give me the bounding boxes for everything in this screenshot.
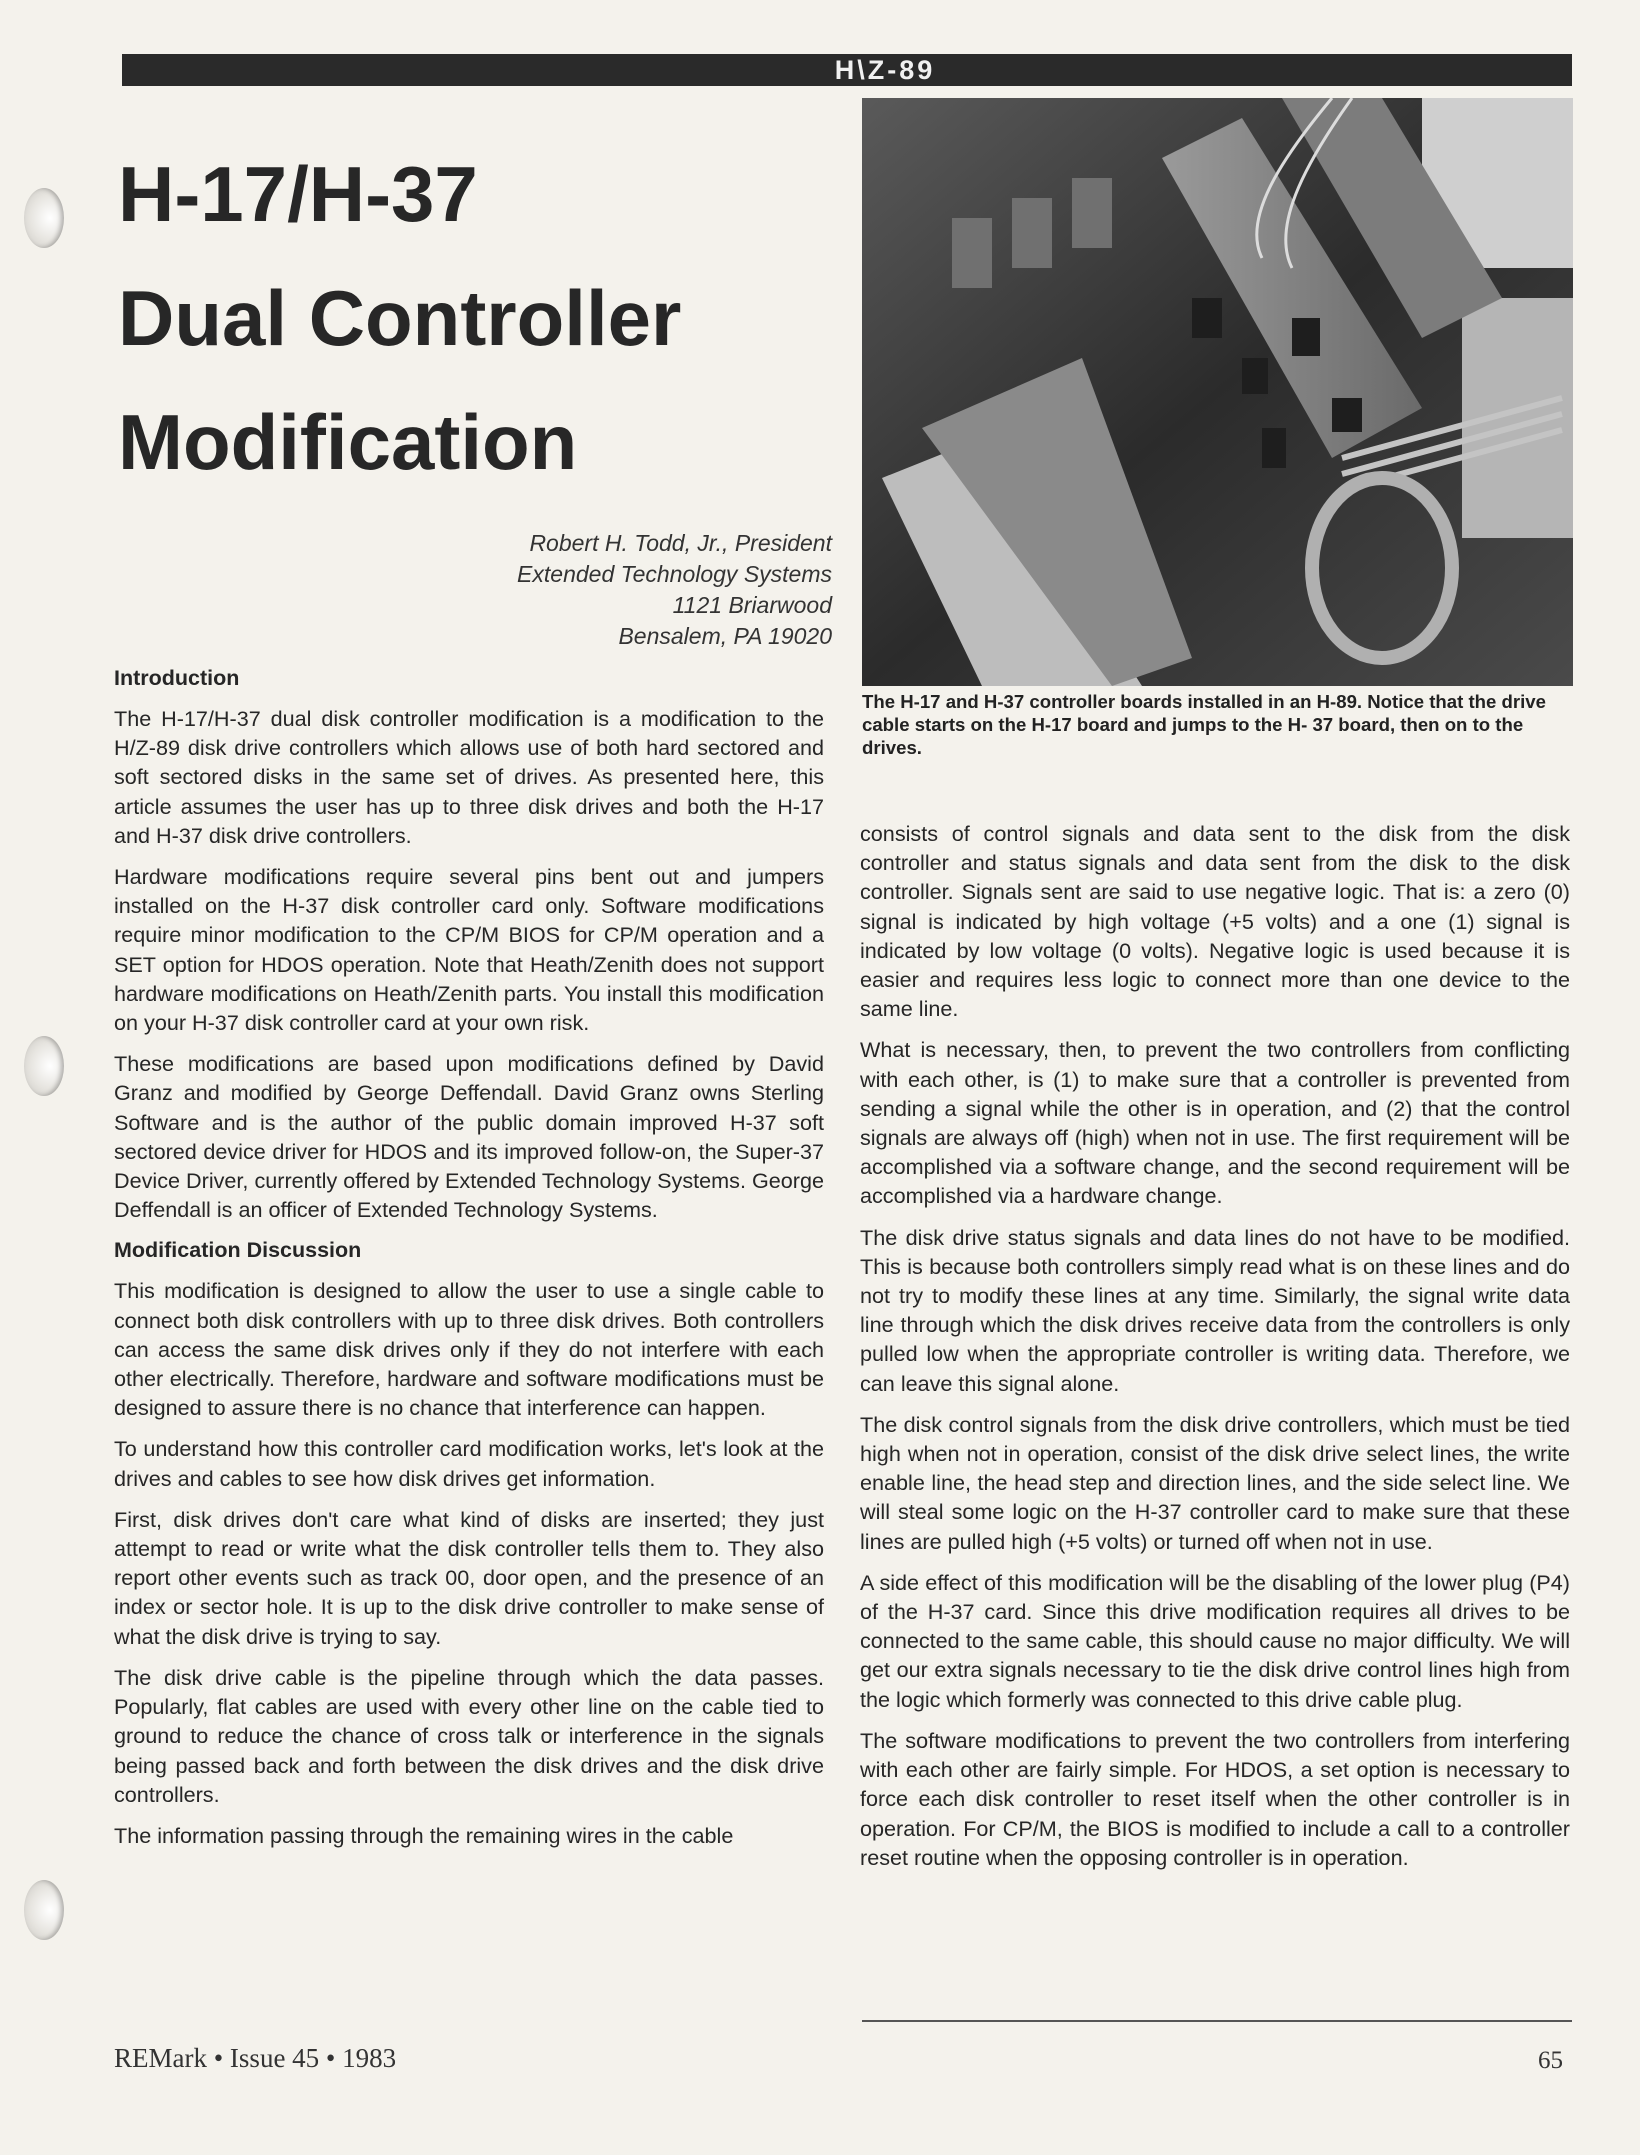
paragraph-discussion-2: To understand how this controller card modification works, let's look at the drives and cables to see how disk drives get information. (114, 1436, 824, 1491)
header-banner-text: H\Z-89 (834, 55, 936, 85)
title-line-3: Modification (118, 398, 578, 486)
author-block (517, 528, 832, 652)
footer-rule (862, 2020, 1572, 2022)
paragraph-discussion-1: This modification is designed to allow the user to use a single cable to connect both disk controllers with up to three disk drives. Both controllers can access the same disk drives only if they do not interfere with each other electrically. Therefore, hardware and software modifications must be designed to assure there is no chance that interference can happen. (114, 1278, 824, 1421)
author-company: Extended Technology Systems (517, 561, 832, 587)
publication-footer: REMark • Issue 45 • 1983 (114, 2043, 397, 2073)
header-banner (122, 54, 1572, 86)
controller-boards-photo (862, 98, 1573, 686)
photo-illustration (862, 98, 1573, 686)
introduction-heading: Introduction (114, 666, 240, 690)
paragraph-intro-1: The H-17/H-37 dual disk controller modification is a modification to the H/Z-89 disk drive controllers which allows use of both hard sectored and soft sectored disks in the same set of drives. As presented here, this article assumes the user has up to three disk drives and both the H-17 and H-37 disk drive controllers. (114, 706, 824, 848)
binder-hole-top (24, 188, 64, 248)
title-line-2: Dual Controller (118, 274, 682, 362)
modification-discussion-heading: Modification Discussion (114, 1238, 362, 1263)
left-column (114, 664, 824, 1862)
paragraph-right-6: The software modifications to prevent the two controllers from interfering with each other are fairly simple. For HDOS, a set option is necessary to force each disk controller to reset itself when the other controller is in operation. For CP/M, the BIOS is modified to include a call to a controller reset routine when the opposing controller is in operation. (860, 1727, 1570, 1870)
paragraph-right-3: The disk drive status signals and data lines do not have to be modified. This is because both controllers simply read what is on these lines and do not try to modify these lines at any time. Similarly, the signal write data line through which the disk drives receive data from the controllers is only pulled low when the appropriate controller is writing data. Therefore, we can leave this signal alone. (860, 1224, 1570, 1396)
author-name: Robert H. Todd, Jr., President (529, 530, 832, 556)
paragraph-intro-2: Hardware modifications require several pins bent out and jumpers installed on the H-37 disk controller card only. Software modifications require minor modification to the CP/M BIOS for CP/M operation and a SET option for HDOS operation. Note that Heath/Zenith does not support hardware modifications on Heath/Zenith parts. You install this modification on your H-37 disk controller card at your own risk. (114, 864, 824, 1036)
paragraph-right-2: What is necessary, then, to prevent the two controllers from conflicting with each other, is (1) to make sure that a controller is prevented from sending a signal while the other is in operation, and (2) that the control signals are always off (high) when not in use. The first requirement will be accomplished via a software change, and the second requirement will be accomplished via a hardware change. (860, 1037, 1570, 1209)
paragraph-right-5: A side effect of this modification will be the disabling of the lower plug (P4) of the H-37 card. Since this drive modification requires all drives to be connected to the same cable, this should cause no major difficulty. We will get our extra signals necessary to tie the disk drive control lines high from the logic which formerly was connected to this drive cable plug. (860, 1569, 1570, 1712)
photo-caption: The H-17 and H-37 controller boards installed in an H-89. Notice that the drive cable starts on the H-17 board and jumps to the H- 37 board, then on to the drives. (862, 691, 1546, 758)
right-column (860, 819, 1570, 1884)
binder-hole-middle (24, 1036, 64, 1096)
author-city: Bensalem, PA 19020 (618, 623, 832, 649)
paragraph-intro-3: These modifications are based upon modifications defined by David Granz and modified by George Deffendall. David Granz owns Sterling Software and is the author of the public domain improved H-37 soft sectored device driver for HDOS and its improved follow-on, the Super-37 Device Driver, currently offered by Extended Technology Systems. George Deffendall is an officer of Extended Technology Systems. (114, 1051, 824, 1223)
binder-hole-bottom (24, 1880, 64, 1940)
title-line-1: H-17/H-37 (118, 150, 478, 238)
author-street: 1121 Briarwood (672, 592, 832, 618)
paragraph-discussion-5: The information passing through the remaining wires in the cable (114, 1822, 734, 1848)
paragraph-discussion-4: The disk drive cable is the pipeline through which the data passes. Popularly, flat cables are used with every other line on the cable tied to ground to reduce the chance of cross talk or interference in the signals being passed back and forth between the disk drives and the disk drive controllers. (114, 1664, 824, 1807)
page-number: 65 (1538, 2047, 1563, 2074)
paragraph-right-4: The disk control signals from the disk drive controllers, which must be tied high when not in operation, consist of the disk drive select lines, the write enable line, the head step and direction lines, and the side select line. We will steal some logic on the H-37 controller card to make sure that these lines are pulled high (+5 volts) or turned off when not in use. (860, 1411, 1570, 1554)
paragraph-discussion-3: First, disk drives don't care what kind of disks are inserted; they just attempt to read or write what the disk controller tells them to. They also report other events such as track 00, door open, and the presence of an index or sector hole. It is up to the disk drive controller to make sense of what the disk drive is trying to say. (114, 1506, 824, 1649)
paragraph-right-1: consists of control signals and data sent to the disk from the disk controller and status signals and data sent from the disk to the disk controller. Signals sent are said to use negative logic. That is: a zero (0) signal is indicated by high voltage (+5 volts) and a one (1) signal is indicated by low voltage (0 volts). Negative logic is used because it is easier and requires less logic to connect more than one device to the same line. (860, 821, 1570, 1022)
article-title (118, 132, 681, 504)
